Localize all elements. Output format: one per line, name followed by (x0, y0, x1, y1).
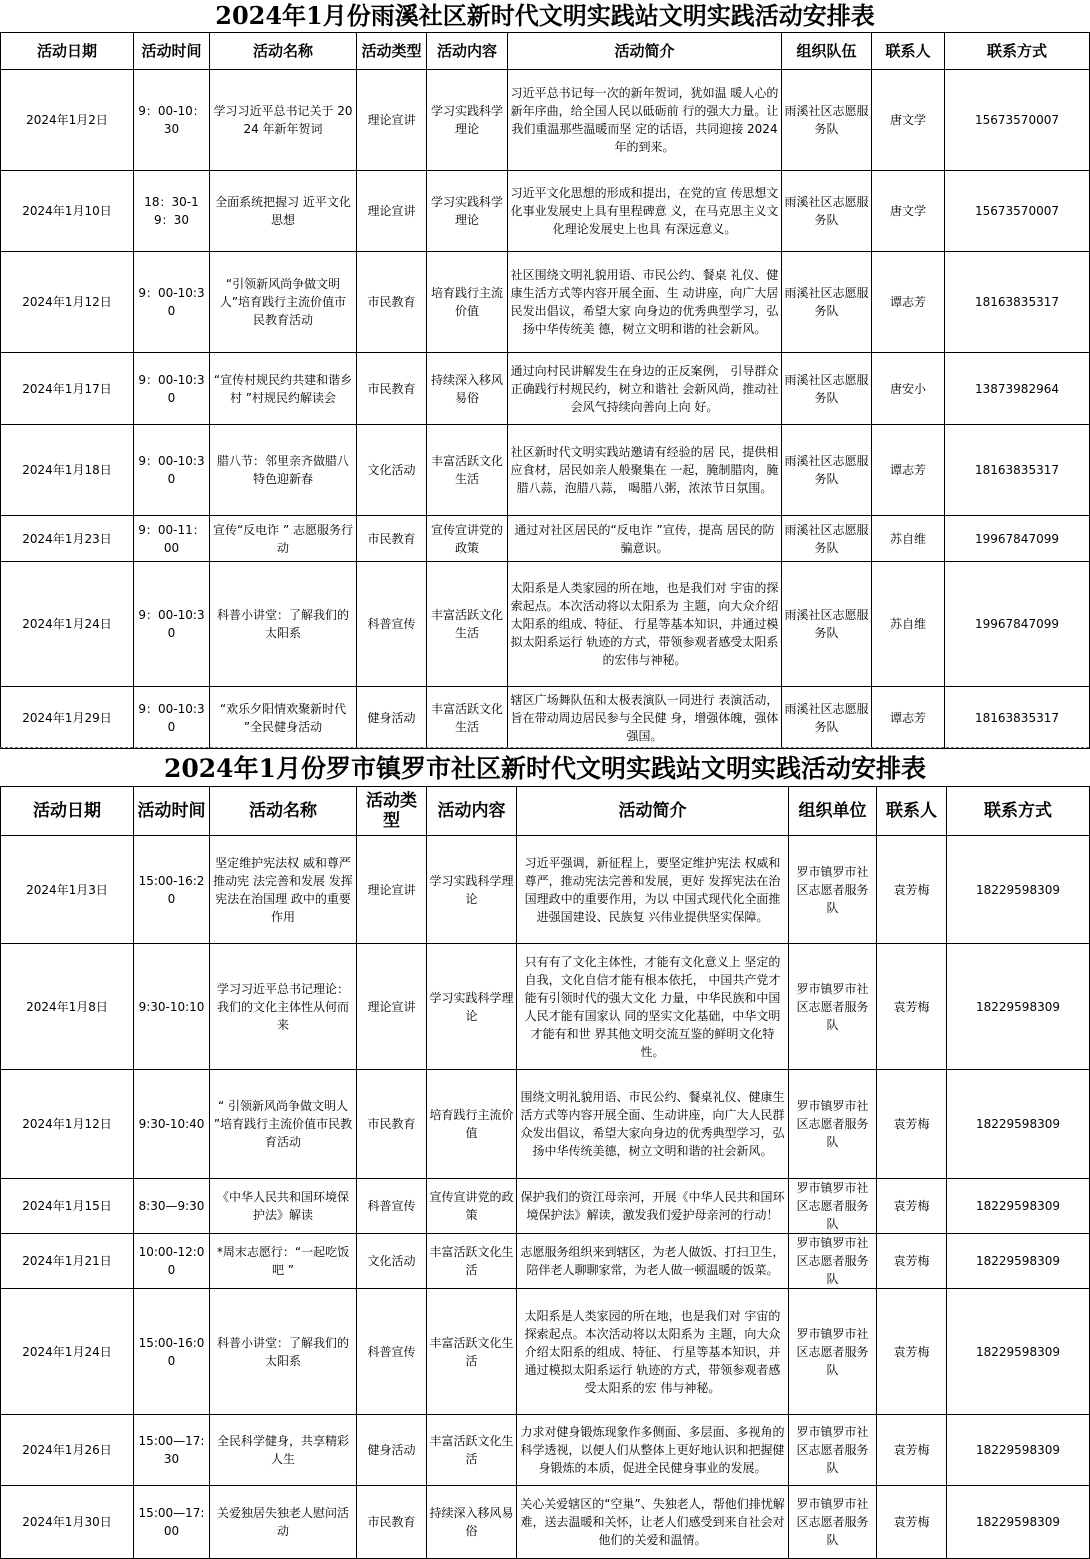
cell-content: 培育践行主流价值 (427, 252, 508, 353)
header-date: 活动日期 (1, 33, 134, 70)
cell-date: 2024年1月29日 (1, 687, 134, 749)
header-phone: 联系方式 (947, 787, 1090, 836)
cell-content: 学习实践科学理论 (427, 836, 517, 944)
header-org: 组织队伍 (782, 33, 872, 70)
cell-person: 苏自维 (872, 516, 945, 562)
cell-phone: 18229598309 (947, 1486, 1090, 1559)
cell-person: 袁芳梅 (877, 1486, 947, 1559)
cell-org: 雨溪社区志愿服务队 (782, 252, 872, 353)
cell-time: 8:30—9:30 (134, 1179, 210, 1234)
table-row (1, 252, 1090, 353)
table1-header-row (1, 33, 1090, 70)
cell-type: 科普宣传 (357, 1179, 427, 1234)
header-time: 活动时间 (134, 33, 210, 70)
cell-person: 袁芳梅 (877, 944, 947, 1070)
cell-org: 罗市镇罗市社区志愿者服务队 (789, 836, 877, 944)
cell-name: “引领新风尚争做文明人”培育践行主流价值市 民教育活动 (210, 252, 357, 353)
cell-date: 2024年1月21日 (1, 1234, 134, 1289)
table-row (1, 353, 1090, 425)
cell-name: 《中华人民共和国环境保护法》解读 (210, 1179, 357, 1234)
cell-intro: 只有有了文化主体性，才能有文化意义上 坚定的自我，文化自信才能有根本依托， 中国共产党才能有引领时代的强大文化 力量，中华民族和中国人民才能有国家认 同的坚实文化基础，中华文明才能有和世 界其他文明交流互鉴的鲜明文化特性。 (517, 944, 789, 1070)
header-date: 活动日期 (1, 787, 134, 836)
cell-intro: 力求对健身锻炼现象作多侧面、多层面、多视角的科学透视，以便人们从整体上更好地认识和把握健身锻炼的本质，促进全民健身事业的发展。 (517, 1415, 789, 1486)
cell-phone: 15673570007 (945, 70, 1090, 171)
cell-intro: 通过向村民讲解发生在身边的正反案例， 引导群众正确践行村规民约，树立和谐社 会新风尚，推动社会风气持续向善向上向 好。 (508, 353, 782, 425)
cell-phone: 18229598309 (947, 1070, 1090, 1179)
cell-person: 袁芳梅 (877, 1234, 947, 1289)
cell-type: 市民教育 (357, 1486, 427, 1559)
cell-person: 唐文学 (872, 70, 945, 171)
schedule-table-yuxi (0, 32, 1090, 749)
cell-person: 袁芳梅 (877, 1179, 947, 1234)
cell-org: 罗市镇罗市社区志愿者服务队 (789, 1415, 877, 1486)
cell-person: 袁芳梅 (877, 1415, 947, 1486)
table-row (1, 1234, 1090, 1289)
cell-org: 雨溪社区志愿服务队 (782, 353, 872, 425)
cell-person: 谭志芳 (872, 687, 945, 749)
cell-type: 理论宣讲 (357, 70, 427, 171)
cell-phone: 18163835317 (945, 252, 1090, 353)
header-name: 活动名称 (210, 33, 357, 70)
cell-date: 2024年1月10日 (1, 171, 134, 252)
cell-date: 2024年1月3日 (1, 836, 134, 944)
header-person: 联系人 (872, 33, 945, 70)
cell-org: 雨溪社区志愿服务队 (782, 70, 872, 171)
cell-person: 袁芳梅 (877, 836, 947, 944)
cell-org: 雨溪社区志愿服务队 (782, 687, 872, 749)
cell-time: 9：00-10：30 (134, 70, 210, 171)
cell-intro: 太阳系是人类家园的所在地，也是我们对 宇宙的探索起点。本次活动将以太阳系为 主题，向大众介绍太阳系的组成、特征、 行星等基本知识，并通过模拟太阳系运行 轨迹的方式，带领参观者感受太阳系的宏 伟与神秘。 (517, 1289, 789, 1415)
cell-type: 市民教育 (357, 1070, 427, 1179)
cell-date: 2024年1月15日 (1, 1179, 134, 1234)
cell-name: 全民科学健身，共享精彩人生 (210, 1415, 357, 1486)
table-row (1, 1289, 1090, 1415)
cell-phone: 13873982964 (945, 353, 1090, 425)
table-row (1, 562, 1090, 687)
cell-org: 罗市镇罗市社区志愿者服务队 (789, 1289, 877, 1415)
header-person: 联系人 (877, 787, 947, 836)
cell-type: 科普宣传 (357, 1289, 427, 1415)
cell-phone: 18229598309 (947, 1179, 1090, 1234)
cell-content: 宣传宣讲党的政策 (427, 516, 508, 562)
cell-type: 市民教育 (357, 353, 427, 425)
header-content: 活动内容 (427, 787, 517, 836)
cell-person: 谭志芳 (872, 425, 945, 516)
cell-intro: 习近平文化思想的形成和提出，在党的宣 传思想文化事业发展史上具有里程碑意 义，在马克思主义文化理论发展史上也具 有深远意义。 (508, 171, 782, 252)
cell-name: 坚定维护宪法权 威和尊严推动宪 法完善和发展 发挥宪法在治国理 政中的重要作用 (210, 836, 357, 944)
cell-time: 9：00-10:30 (134, 252, 210, 353)
cell-org: 罗市镇罗市社区志愿者服务队 (789, 1234, 877, 1289)
cell-name: 科普小讲堂：了解我们的太阳系 (210, 1289, 357, 1415)
cell-time: 15:00-16:20 (134, 836, 210, 944)
cell-name: 腊八节：邻里亲齐做腊八特色迎新春 (210, 425, 357, 516)
cell-time: 9：00-10:30 (134, 687, 210, 749)
cell-intro: 社区围绕文明礼貌用语、市民公约、餐桌 礼仪、健康生活方式等内容开展全面、生 动讲座，向广大居民发出倡议，希望大家 向身边的优秀典型学习，弘扬中华传统美 德，树立文明和谐的社会新风。 (508, 252, 782, 353)
header-phone: 联系方式 (945, 33, 1090, 70)
cell-phone: 19967847099 (945, 562, 1090, 687)
cell-time: 15:00-16:00 (134, 1289, 210, 1415)
header-content: 活动内容 (427, 33, 508, 70)
header-intro: 活动简介 (517, 787, 789, 836)
cell-type: 市民教育 (357, 252, 427, 353)
cell-org: 罗市镇罗市社区志愿者服务队 (789, 1179, 877, 1234)
cell-content: 学习实践科学理论 (427, 70, 508, 171)
cell-name: 宣传“反电诈 ” 志愿服务行动 (210, 516, 357, 562)
cell-intro: 辖区广场舞队伍和太极表演队一同进行 表演活动，旨在带动周边居民参与全民健 身，增强体魄，强体强国。 (508, 687, 782, 749)
cell-time: 9：00-10:30 (134, 425, 210, 516)
table-row (1, 516, 1090, 562)
cell-name: 关爱独居失独老人慰问活动 (210, 1486, 357, 1559)
cell-intro: 通过对社区居民的“反电诈 ”宣传，提高 居民的防骗意识。 (508, 516, 782, 562)
cell-phone: 15673570007 (945, 171, 1090, 252)
header-org: 组织单位 (789, 787, 877, 836)
cell-date: 2024年1月17日 (1, 353, 134, 425)
cell-time: 9：00-11：00 (134, 516, 210, 562)
cell-name: 学习习近平总书记理论：我们的文化主体性从何而来 (210, 944, 357, 1070)
table-row (1, 1179, 1090, 1234)
cell-type: 文化活动 (357, 1234, 427, 1289)
cell-intro: 围绕文明礼貌用语、市民公约、餐桌礼仪、健康生活方式等内容开展全面、生动讲座，向广大人民群众发出倡议，希望大家向身边的优秀典型学习，弘扬中华传统美德，树立文明和谐的社会新风。 (517, 1070, 789, 1179)
cell-date: 2024年1月24日 (1, 1289, 134, 1415)
cell-org: 罗市镇罗市社区志愿者服务队 (789, 1070, 877, 1179)
cell-intro: 习近平强调，新征程上，要坚定维护宪法 权威和尊严，推动宪法完善和发展，更好 发挥宪法在治国理政中的重要作用，为以 中国式现代化全面推进强国建设、民族复 兴伟业提供坚实保障。 (517, 836, 789, 944)
cell-content: 丰富活跃文化生活 (427, 562, 508, 687)
cell-intro: 社区新时代文明实践站邀请有经验的居 民，提供相应食材，居民如亲人般聚集在 一起，腌制腊肉，腌腊八蒜，泡腊八蒜， 喝腊八粥，浓浓节日氛围。 (508, 425, 782, 516)
table-row (1, 1486, 1090, 1559)
cell-name: 学习习近平总书记关于 2024 年新年贺词 (210, 70, 357, 171)
section-divider (0, 747, 1089, 748)
cell-content: 学习实践科学理论 (427, 171, 508, 252)
cell-intro: 志愿服务组织来到辖区，为老人做饭、打扫卫生，陪伴老人聊聊家常，为老人做一顿温暖的饭菜。 (517, 1234, 789, 1289)
cell-intro: 习近平总书记每一次的新年贺词，犹如温 暖人心的新年序曲，给全国人民以砥砺前 行的强大力量。让我们重温那些温暖而坚 定的话语，共同迎接 2024 年的到来。 (508, 70, 782, 171)
cell-name: “ 引领新风尚争做文明人 ”培育践行主流价值市民教育活动 (210, 1070, 357, 1179)
cell-person: 谭志芳 (872, 252, 945, 353)
cell-time: 9：00-10:30 (134, 562, 210, 687)
cell-type: 科普宣传 (357, 562, 427, 687)
cell-date: 2024年1月26日 (1, 1415, 134, 1486)
table-row (1, 944, 1090, 1070)
cell-person: 苏自维 (872, 562, 945, 687)
cell-content: 学习实践科学理论 (427, 944, 517, 1070)
cell-date: 2024年1月23日 (1, 516, 134, 562)
cell-content: 丰富活跃文化生活 (427, 1289, 517, 1415)
table2-title: 2024年1月份罗市镇罗市社区新时代文明实践站文明实践活动安排表 (164, 754, 926, 783)
cell-phone: 18229598309 (947, 1234, 1090, 1289)
cell-type: 理论宣讲 (357, 836, 427, 944)
cell-name: 科普小讲堂：了解我们的太阳系 (210, 562, 357, 687)
cell-type: 市民教育 (357, 516, 427, 562)
table-row (1, 836, 1090, 944)
cell-phone: 18229598309 (947, 836, 1090, 944)
cell-phone: 18229598309 (947, 1415, 1090, 1486)
cell-name: 全面系统把握习 近平文化思想 (210, 171, 357, 252)
cell-intro: 太阳系是人类家园的所在地，也是我们对 宇宙的探索起点。本次活动将以太阳系为 主题，向大众介绍太阳系的组成、特征、 行星等基本知识，并通过模拟太阳系运行 轨迹的方式，带领参观者感受太阳系的宏伟与神秘。 (508, 562, 782, 687)
cell-date: 2024年1月2日 (1, 70, 134, 171)
header-name: 活动名称 (210, 787, 357, 836)
cell-org: 雨溪社区志愿服务队 (782, 516, 872, 562)
table1-body (1, 70, 1090, 749)
cell-org: 罗市镇罗市社区志愿者服务队 (789, 1486, 877, 1559)
table-row (1, 425, 1090, 516)
cell-content: 丰富活跃文化生活 (427, 1234, 517, 1289)
schedule-table-luoshi (0, 786, 1090, 1559)
table-row (1, 687, 1090, 749)
cell-type: 健身活动 (357, 1415, 427, 1486)
cell-phone: 19967847099 (945, 516, 1090, 562)
table-row (1, 1070, 1090, 1179)
cell-type: 健身活动 (357, 687, 427, 749)
cell-phone: 18163835317 (945, 687, 1090, 749)
table2-body (1, 836, 1090, 1559)
cell-content: 丰富活跃文化生活 (427, 687, 508, 749)
cell-date: 2024年1月8日 (1, 944, 134, 1070)
cell-org: 雨溪社区志愿服务队 (782, 562, 872, 687)
cell-org: 雨溪社区志愿服务队 (782, 171, 872, 252)
cell-intro: 关心关爱辖区的“空巢”、失独老人，帮他们排忧解难，送去温暖和关怀，让老人们感受到来自社会对他们的关爱和温情。 (517, 1486, 789, 1559)
cell-date: 2024年1月18日 (1, 425, 134, 516)
cell-name: “欢乐夕阳情欢聚新时代 ”全民健身活动 (210, 687, 357, 749)
cell-person: 唐文学 (872, 171, 945, 252)
cell-content: 培育践行主流价值 (427, 1070, 517, 1179)
cell-content: 持续深入移风易俗 (427, 353, 508, 425)
cell-person: 袁芳梅 (877, 1070, 947, 1179)
cell-person: 唐安小 (872, 353, 945, 425)
cell-person: 袁芳梅 (877, 1289, 947, 1415)
cell-content: 丰富活跃文化生活 (427, 425, 508, 516)
cell-date: 2024年1月12日 (1, 1070, 134, 1179)
cell-time: 10:00-12:00 (134, 1234, 210, 1289)
cell-time: 9：00-10:30 (134, 353, 210, 425)
cell-date: 2024年1月12日 (1, 252, 134, 353)
cell-time: 18：30-19：30 (134, 171, 210, 252)
cell-phone: 18229598309 (947, 1289, 1090, 1415)
cell-time: 15:00—17:30 (134, 1415, 210, 1486)
table1-title: 2024年1月份雨溪社区新时代文明实践站文明实践活动安排表 (215, 1, 875, 30)
cell-content: 宣传宣讲党的政策 (427, 1179, 517, 1234)
cell-org: 罗市镇罗市社区志愿者服务队 (789, 944, 877, 1070)
cell-phone: 18163835317 (945, 425, 1090, 516)
header-time: 活动时间 (134, 787, 210, 836)
cell-name: *周末志愿行：“一起吃饭吧 ” (210, 1234, 357, 1289)
cell-time: 9:30-10:10 (134, 944, 210, 1070)
cell-content: 丰富活跃文化生活 (427, 1415, 517, 1486)
cell-org: 雨溪社区志愿服务队 (782, 425, 872, 516)
cell-type: 文化活动 (357, 425, 427, 516)
header-type: 活动类型 (357, 33, 427, 70)
table-row (1, 70, 1090, 171)
table-row (1, 1415, 1090, 1486)
header-intro: 活动简介 (508, 33, 782, 70)
table2-header-row (1, 787, 1090, 836)
cell-name: “宣传村规民约共建和谐乡村 ”村规民约解读会 (210, 353, 357, 425)
cell-time: 15:00—17:00 (134, 1486, 210, 1559)
cell-time: 9:30-10:40 (134, 1070, 210, 1179)
cell-intro: 保护我们的资江母亲河，开展《中华人民共和国环境保护法》解读，激发我们爱护母亲河的行动！ (517, 1179, 789, 1234)
cell-type: 理论宣讲 (357, 171, 427, 252)
header-type: 活动类型 (357, 787, 427, 836)
cell-date: 2024年1月24日 (1, 562, 134, 687)
table-row (1, 171, 1090, 252)
cell-date: 2024年1月30日 (1, 1486, 134, 1559)
cell-phone: 18229598309 (947, 944, 1090, 1070)
cell-content: 持续深入移风易俗 (427, 1486, 517, 1559)
cell-type: 理论宣讲 (357, 944, 427, 1070)
